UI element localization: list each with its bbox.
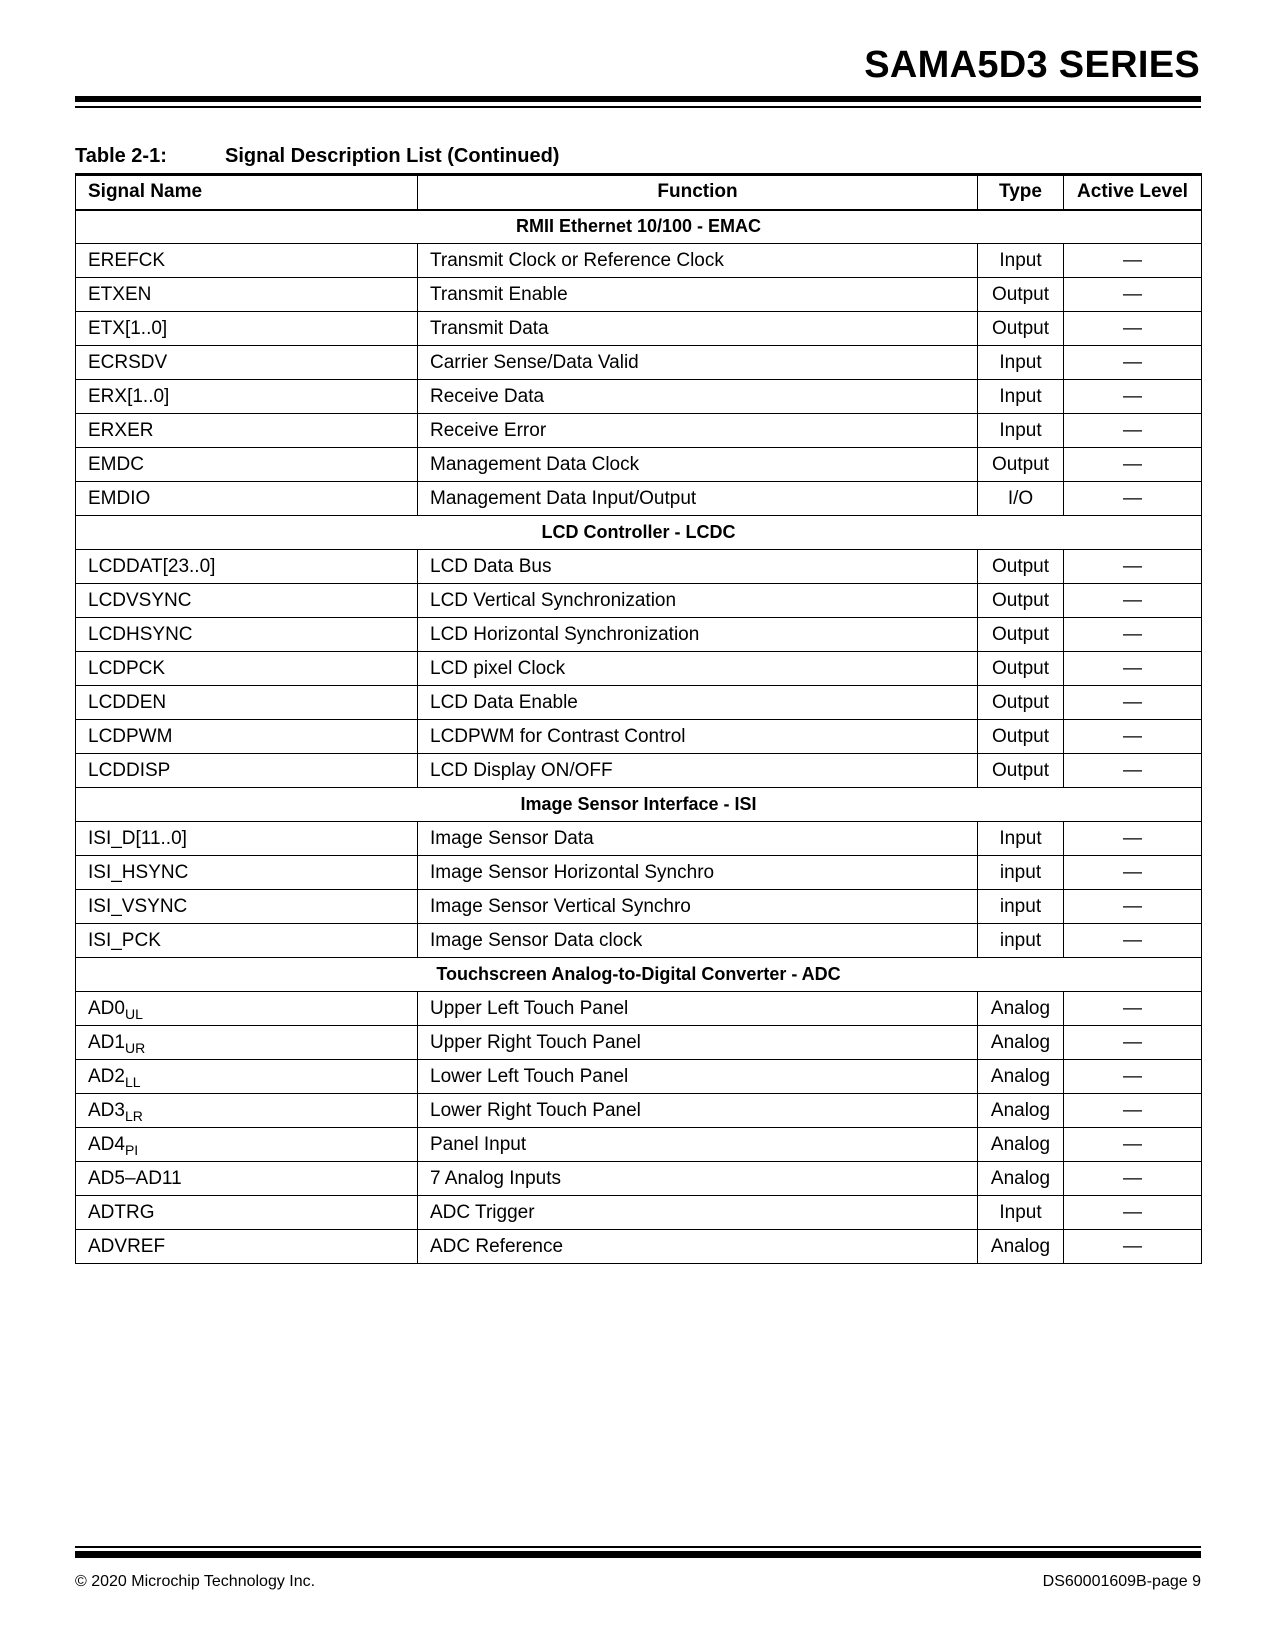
group-title: RMII Ethernet 10/100 - EMAC	[76, 210, 1202, 244]
signal-type: Analog	[978, 1060, 1064, 1094]
footer-rule-thin	[75, 1546, 1201, 1548]
signal-type: Analog	[978, 1026, 1064, 1060]
signal-type: Input	[978, 1196, 1064, 1230]
signal-active-level: —	[1064, 584, 1202, 618]
signal-type: I/O	[978, 482, 1064, 516]
signal-name: LCDDAT[23..0]	[88, 555, 216, 577]
signal-name-cell	[76, 550, 418, 584]
signal-name: LCDDEN	[88, 691, 167, 713]
signal-name: ADTRG	[88, 1201, 155, 1223]
document-series-title: SAMA5D3 SERIES	[864, 44, 1200, 86]
signal-function: Receive Error	[418, 414, 978, 448]
signal-active-level: —	[1064, 550, 1202, 584]
signal-name-cell	[76, 720, 418, 754]
signal-active-level: —	[1064, 890, 1202, 924]
signal-type: Output	[978, 720, 1064, 754]
signal-name-cell	[76, 278, 418, 312]
signal-function: 7 Analog Inputs	[418, 1162, 978, 1196]
signal-name-cell	[76, 448, 418, 482]
signal-function: Lower Left Touch Panel	[418, 1060, 978, 1094]
table-row	[76, 992, 1202, 1026]
table-row	[76, 652, 1202, 686]
signal-function: LCD Display ON/OFF	[418, 754, 978, 788]
table-row	[76, 1026, 1202, 1060]
table-row	[76, 584, 1202, 618]
signal-name-cell	[76, 1060, 418, 1094]
signal-active-level: —	[1064, 822, 1202, 856]
signal-active-level: —	[1064, 1060, 1202, 1094]
header-rule-thin	[75, 106, 1201, 108]
signal-name: ADVREF	[88, 1235, 166, 1257]
table-row	[76, 550, 1202, 584]
signal-name: LCDDISP	[88, 759, 171, 781]
signal-type: Input	[978, 244, 1064, 278]
signal-name-cell	[76, 652, 418, 686]
signal-active-level: —	[1064, 856, 1202, 890]
signal-name: ETX[1..0]	[88, 317, 168, 339]
signal-name-cell	[76, 380, 418, 414]
signal-name-cell	[76, 1094, 418, 1128]
table-row	[76, 244, 1202, 278]
signal-name-cell	[76, 312, 418, 346]
signal-function: Transmit Clock or Reference Clock	[418, 244, 978, 278]
table-row	[76, 754, 1202, 788]
table-row	[76, 380, 1202, 414]
signal-name-cell	[76, 1162, 418, 1196]
signal-type: Analog	[978, 1162, 1064, 1196]
signal-active-level: —	[1064, 924, 1202, 958]
table-row	[76, 1196, 1202, 1230]
signal-name: AD4	[88, 1133, 125, 1155]
signal-type: Output	[978, 652, 1064, 686]
table-row	[76, 1162, 1202, 1196]
signal-type: Input	[978, 346, 1064, 380]
signal-active-level: —	[1064, 992, 1202, 1026]
signal-name: ISI_PCK	[88, 929, 161, 951]
signal-name-cell	[76, 584, 418, 618]
signal-active-level: —	[1064, 652, 1202, 686]
signal-active-level: —	[1064, 448, 1202, 482]
signal-name-cell	[76, 1128, 418, 1162]
signal-active-level: —	[1064, 686, 1202, 720]
signal-type: Input	[978, 414, 1064, 448]
signal-function: LCD pixel Clock	[418, 652, 978, 686]
signal-name-cell	[76, 414, 418, 448]
signal-name: AD3	[88, 1099, 125, 1121]
signal-type: Output	[978, 550, 1064, 584]
signal-name-cell	[76, 822, 418, 856]
signal-function: Transmit Data	[418, 312, 978, 346]
signal-name: AD0	[88, 997, 125, 1019]
table-row	[76, 278, 1202, 312]
signal-function: Lower Right Touch Panel	[418, 1094, 978, 1128]
signal-function: Image Sensor Data clock	[418, 924, 978, 958]
table-row	[76, 1094, 1202, 1128]
signal-active-level: —	[1064, 1128, 1202, 1162]
signal-type: Output	[978, 312, 1064, 346]
signal-name: ERX[1..0]	[88, 385, 170, 407]
signal-function: Management Data Clock	[418, 448, 978, 482]
column-header-function: Function	[418, 175, 978, 210]
signal-name-cell	[76, 686, 418, 720]
group-title: LCD Controller - LCDC	[76, 516, 1202, 550]
signal-type: Input	[978, 822, 1064, 856]
signal-type: input	[978, 856, 1064, 890]
signal-function: Upper Right Touch Panel	[418, 1026, 978, 1060]
table-row	[76, 890, 1202, 924]
table-row	[76, 1060, 1202, 1094]
signal-name: EMDC	[88, 453, 144, 475]
signal-name-cell	[76, 1230, 418, 1264]
signal-function: ADC Reference	[418, 1230, 978, 1264]
table-row	[76, 1128, 1202, 1162]
table-caption	[75, 145, 559, 168]
signal-name: AD5–AD11	[88, 1167, 182, 1189]
signal-active-level: —	[1064, 720, 1202, 754]
table-row	[76, 822, 1202, 856]
signal-name-cell	[76, 482, 418, 516]
table-row	[76, 618, 1202, 652]
signal-active-level: —	[1064, 1196, 1202, 1230]
signal-type: Output	[978, 584, 1064, 618]
signal-active-level: —	[1064, 278, 1202, 312]
signal-name: ETXEN	[88, 283, 152, 305]
signal-name-cell	[76, 856, 418, 890]
signal-active-level: —	[1064, 482, 1202, 516]
group-header-row	[76, 516, 1202, 550]
signal-function: LCD Data Enable	[418, 686, 978, 720]
signal-name: ISI_VSYNC	[88, 895, 188, 917]
signal-function: LCDPWM for Contrast Control	[418, 720, 978, 754]
table-caption-number: Table 2-1:	[75, 145, 167, 167]
signal-active-level: —	[1064, 1094, 1202, 1128]
signal-name-cell	[76, 346, 418, 380]
signal-name-cell	[76, 244, 418, 278]
signal-type: input	[978, 924, 1064, 958]
column-header-active-level: Active Level	[1064, 175, 1202, 210]
signal-active-level: —	[1064, 618, 1202, 652]
signal-active-level: —	[1064, 754, 1202, 788]
signal-type: Output	[978, 448, 1064, 482]
signal-function: LCD Horizontal Synchronization	[418, 618, 978, 652]
signal-active-level: —	[1064, 1230, 1202, 1264]
signal-type: Analog	[978, 1094, 1064, 1128]
signal-name: LCDPWM	[88, 725, 173, 747]
signal-name: EREFCK	[88, 249, 166, 271]
signal-name: AD2	[88, 1065, 125, 1087]
table-row	[76, 1230, 1202, 1264]
signal-name: ISI_HSYNC	[88, 861, 189, 883]
signal-function: Carrier Sense/Data Valid	[418, 346, 978, 380]
signal-name: ECRSDV	[88, 351, 168, 373]
table-row	[76, 448, 1202, 482]
signal-type: Analog	[978, 992, 1064, 1026]
signal-name-subscript: LR	[124, 1107, 143, 1124]
table-row	[76, 856, 1202, 890]
signal-name: ERXER	[88, 419, 154, 441]
signal-type: Output	[978, 754, 1064, 788]
group-title: Touchscreen Analog-to-Digital Converter - ADC	[76, 958, 1202, 992]
table-row	[76, 346, 1202, 380]
signal-type: Output	[978, 618, 1064, 652]
signal-function: Image Sensor Data	[418, 822, 978, 856]
signal-function: Panel Input	[418, 1128, 978, 1162]
signal-active-level: —	[1064, 244, 1202, 278]
signal-name: AD1	[88, 1031, 125, 1053]
signal-type: Analog	[978, 1230, 1064, 1264]
group-title: Image Sensor Interface - ISI	[76, 788, 1202, 822]
signal-name: LCDHSYNC	[88, 623, 193, 645]
signal-type: Analog	[978, 1128, 1064, 1162]
signal-function: Receive Data	[418, 380, 978, 414]
footer-copyright: © 2020 Microchip Technology Inc.	[75, 1573, 316, 1590]
table-row	[76, 686, 1202, 720]
signal-function: LCD Data Bus	[418, 550, 978, 584]
group-header-row	[76, 210, 1202, 244]
signal-name: LCDPCK	[88, 657, 166, 679]
signal-function: ADC Trigger	[418, 1196, 978, 1230]
signal-type: Output	[978, 278, 1064, 312]
group-header-row	[76, 788, 1202, 822]
signal-function: Image Sensor Horizontal Synchro	[418, 856, 978, 890]
signal-active-level: —	[1064, 1162, 1202, 1196]
signal-name-subscript: UL	[124, 1005, 143, 1022]
signal-name-cell	[76, 924, 418, 958]
signal-name: EMDIO	[88, 487, 151, 509]
table-row	[76, 312, 1202, 346]
signal-name-subscript: LL	[124, 1073, 141, 1090]
column-header-type: Type	[978, 175, 1064, 210]
signal-name-cell	[76, 754, 418, 788]
table-row	[76, 924, 1202, 958]
table-row	[76, 720, 1202, 754]
column-header-signal-name: Signal Name	[76, 175, 418, 210]
signal-name-subscript: UR	[124, 1039, 146, 1056]
table-row	[76, 414, 1202, 448]
signal-name: LCDVSYNC	[88, 589, 192, 611]
signal-name-cell	[76, 1026, 418, 1060]
signal-description-table	[75, 173, 1202, 1264]
signal-function: Transmit Enable	[418, 278, 978, 312]
signal-function: Management Data Input/Output	[418, 482, 978, 516]
signal-active-level: —	[1064, 312, 1202, 346]
signal-function: LCD Vertical Synchronization	[418, 584, 978, 618]
signal-name-cell	[76, 992, 418, 1026]
footer-rule-thick	[75, 1551, 1201, 1558]
signal-active-level: —	[1064, 346, 1202, 380]
signal-name-cell	[76, 1196, 418, 1230]
signal-name-cell	[76, 618, 418, 652]
signal-name-cell	[76, 890, 418, 924]
signal-active-level: —	[1064, 1026, 1202, 1060]
signal-type: input	[978, 890, 1064, 924]
table-header-row	[76, 175, 1202, 210]
signal-name: ISI_D[11..0]	[88, 827, 187, 849]
signal-function: Upper Left Touch Panel	[418, 992, 978, 1026]
footer-page-number: DS60001609B-page 9	[1042, 1573, 1201, 1590]
signal-type: Output	[978, 686, 1064, 720]
table-body	[76, 210, 1202, 1264]
header-rule-thick	[75, 96, 1201, 102]
table-row	[76, 482, 1202, 516]
signal-function: Image Sensor Vertical Synchro	[418, 890, 978, 924]
group-header-row	[76, 958, 1202, 992]
table-caption-title: Signal Description List (Continued)	[225, 145, 560, 167]
signal-active-level: —	[1064, 380, 1202, 414]
signal-name-subscript: PI	[124, 1141, 139, 1158]
signal-type: Input	[978, 380, 1064, 414]
signal-active-level: —	[1064, 414, 1202, 448]
